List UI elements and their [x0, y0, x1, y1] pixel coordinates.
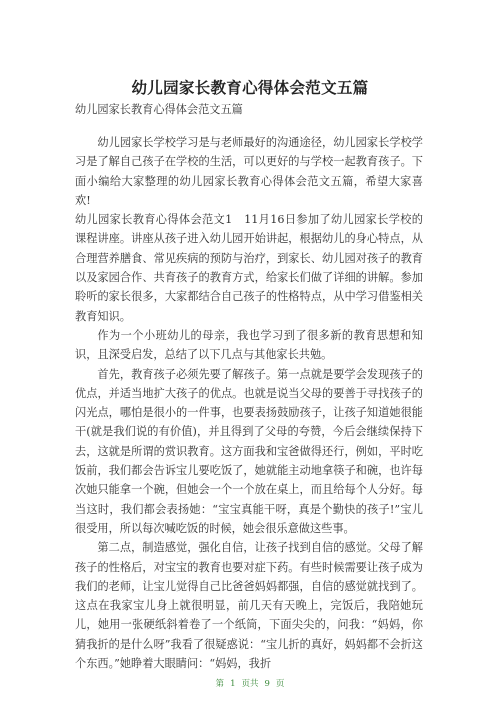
footer-page-current: 1	[230, 679, 236, 689]
paragraph-5: 第二点，制造感觉，强化自信，让孩子找到自信的感觉。父母了解孩子的性格后，对宝宝的教育也要对症下药。有些时候需要让孩子成为我们的老师，让宝儿觉得自己比爸爸妈妈都强，自信的感觉就找到了。这点在我家宝儿身上就很明显，前几天有天晚上，完饭后，我陪她玩儿，她用一张硬纸斜着卷了一个纸筒，下面尖尖的，问我：“妈妈，你猜我折的是什么呀”我看了很疑惑说：“宝儿折的真好，妈妈都不会折这个东西。”她睁着大眼睛问：“妈妈，我折	[75, 541, 423, 671]
document-subtitle: 幼儿园家长教育心得体会范文五篇	[75, 103, 243, 116]
footer-page-suffix: 页	[275, 679, 285, 689]
paragraph-4: 首先，教育孩子必须先要了解孩子。第一点就是要学会发现孩子的优点，并适当地扩大孩子的优点。也就是说当父母的要善于寻找孩子的闪光点，哪怕是很小的一件事，也要表扬鼓励孩子，让孩子知道她很能干(就是我们说的有价值)，并且得到了父母的夸赞，今后会继续保持下去，这就是所谓的赏识教育。这方面我和宝爸做得还行，例如，平时吃饭前，我们都会告诉宝儿要吃饭了，她就能主动地拿筷子和碗，也许每次她只能拿一个碗，但她会一个一个放在桌上，而且给每个人分好。每当这时，我们都会表扬她：“宝宝真能干呀，真是个勤快的孩子!”宝儿很受用，所以每次喊吃饭的时候，她会很乐意做这些事。	[75, 367, 423, 535]
paragraph-2: 幼儿园家长教育心得体会范文1 11月16日参加了幼儿园家长学校的课程讲座。讲座从孩子进入幼儿园开始讲起，根据幼儿的身心特点，从合理营养膳食、常见疾病的预防与治疗，到家长、幼儿园对孩子的教育以及家园合作、共育孩子的教育方式，给家长们做了详细的讲解。参加聆听的家长很多，大家都结合自己孩子的性格特点，从中学习借鉴相关教育知识。	[75, 213, 423, 323]
paragraph-3: 作为一个小班幼儿的母亲，我也学习到了很多新的教育思想和知识，且深受启发，总结了以下几点与其他家长共勉。	[75, 328, 423, 362]
footer-page-label: 第	[215, 679, 225, 689]
page-title: 幼儿园家长教育心得体会范文五篇	[131, 79, 369, 97]
document-body	[75, 133, 423, 673]
footer-page-total: 9	[264, 679, 270, 689]
paragraph-1: 幼儿园家长学校学习是与老师最好的沟通途径，幼儿园家长学校学习是了解自己孩子在学校的生活，可以更好的与学校一起教育孩子。下面小编给大家整理的幼儿园家长教育心得体会范文五篇，希望大家喜欢!	[75, 136, 423, 207]
page-footer	[0, 677, 500, 689]
footer-page-of: 页共	[241, 679, 259, 689]
